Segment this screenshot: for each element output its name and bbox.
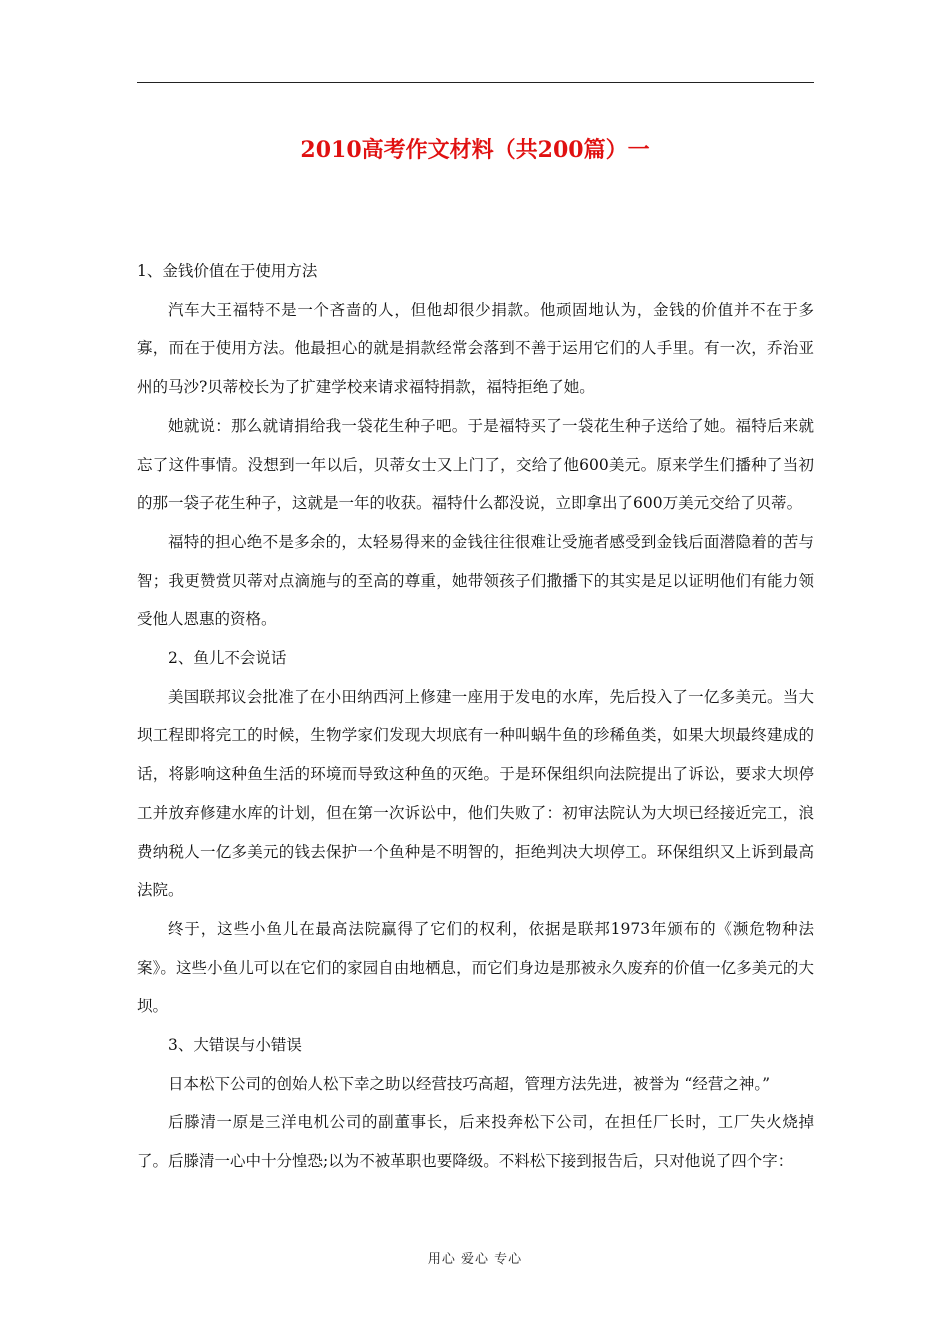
document-body: [137, 252, 814, 1181]
section-heading-3: 3、大错误与小错误: [168, 1036, 302, 1055]
paragraph: 汽车大王福特不是一个吝啬的人，但他却很少捐款。他顽固地认为，金钱的价值并不在于多寡，而在于使用方法。他最担心的就是捐款经常会落到不善于运用它们的人手里。有一次，乔治亚州的马沙?贝蒂校长为了扩建学校来请求福特捐款，福特拒绝了她。: [137, 300, 814, 397]
paragraph: 福特的担心绝不是多余的，太轻易得来的金钱往往很难让受施者感受到金钱后面潜隐着的苦与智；我更赞赏贝蒂对点滴施与的至高的尊重，她带领孩子们撒播下的其实是足以证明他们有能力领受他人恩惠的资格。: [137, 532, 814, 629]
section-heading-1: 1、金钱价值在于使用方法: [137, 262, 318, 280]
paragraph: 终于，这些小鱼儿在最高法院赢得了它们的权利，依据是联邦1973年颁布的《濒危物种法案》。这些小鱼儿可以在它们的家园自由地栖息，而它们身边是那被永久废弃的价值一亿多美元的大坝。: [137, 919, 814, 1016]
header-rule: [137, 82, 814, 83]
section-heading-2: 2、鱼儿不会说话: [168, 649, 287, 668]
paragraph: 她就说：那么就请捐给我一袋花生种子吧。于是福特买了一袋花生种子送给了她。福特后来就忘了这件事情。没想到一年以后，贝蒂女士又上门了，交给了他600美元。原来学生们播种了当初的那一袋子花生种子，这就是一年的收获。福特什么都没说，立即拿出了600万美元交给了贝蒂。: [137, 416, 814, 513]
paragraph: 美国联邦议会批准了在小田纳西河上修建一座用于发电的水库，先后投入了一亿多美元。当大坝工程即将完工的时候，生物学家们发现大坝底有一种叫蜗牛鱼的珍稀鱼类，如果大坝最终建成的话，将影响这种鱼生活的环境而导致这种鱼的灭绝。于是环保组织向法院提出了诉讼，要求大坝停工并放弃修建水库的计划，但在第一次诉讼中，他们失败了：初审法院认为大坝已经接近完工，浪费纳税人一亿多美元的钱去保护一个鱼种是不明智的，拒绝判决大坝停工。环保组织又上诉到最高法院。: [137, 687, 814, 900]
page-footer: 用心 爱心 专心: [427, 1252, 523, 1267]
document-title: 2010高考作文材料（共200篇）一: [300, 137, 650, 163]
paragraph: 后滕清一原是三洋电机公司的副董事长，后来投奔松下公司，在担任厂长时，工厂失火烧掉了。后滕清一心中十分惶恐;以为不被革职也要降级。不料松下接到报告后，只对他说了四个字：: [137, 1113, 814, 1171]
paragraph: 日本松下公司的创始人松下幸之助以经营技巧高超，管理方法先进，被誉为 “经营之神。”: [168, 1074, 771, 1093]
